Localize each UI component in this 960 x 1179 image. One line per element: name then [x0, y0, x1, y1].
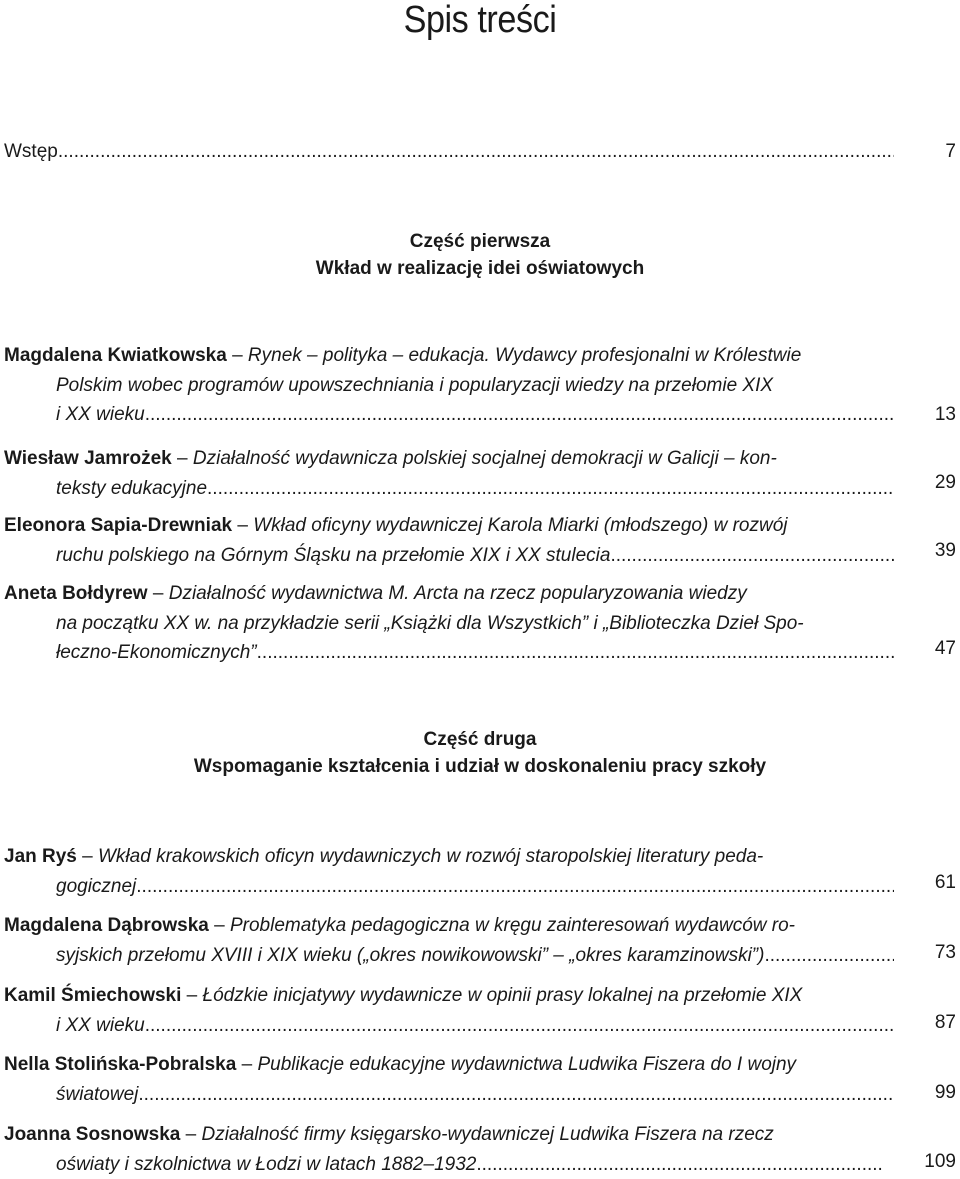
page-number: 39: [935, 536, 956, 566]
part-label: Część pierwsza: [0, 228, 960, 255]
leader-dots: [145, 400, 894, 430]
leader-dots: [207, 474, 894, 504]
entry-author: Aneta Bołdyrew: [4, 583, 148, 604]
entry-author: Magdalena Dąbrowska: [4, 915, 209, 936]
entry-title-line: Polskim wobec programów upowszechniania i popularyzacji wiedzy na przełomie XIX: [4, 375, 773, 396]
entry-author: Eleonora Sapia-Drewniak: [4, 515, 232, 536]
entry-title-line: ruchu polskiego na Górnym Śląsku na przełomie XIX i XX stulecia: [56, 541, 610, 571]
page-title: Spis treści: [48, 0, 912, 42]
toc-entry[interactable]: Magdalena Dąbrowska – Problematyka pedagogiczna w kręgu zainteresowań wydawców ro- syjskich przełomu XVIII i XIX wieku („okres nowikowowski” – „okres karamzinowski”) .....: [4, 911, 956, 970]
leader-dots: [764, 941, 894, 971]
toc-entry-intro[interactable]: [4, 137, 956, 167]
part-subtitle: Wspomaganie kształcenia i udział w doskonaleniu pracy szkoły: [0, 753, 960, 780]
entry-title-line: Publikacje edukacyjne wydawnictwa Ludwika Fiszera do I wojny: [257, 1054, 796, 1075]
entry-title-line: i XX wieku: [56, 1011, 145, 1041]
part-subtitle: Wkład w realizację idei oświatowych: [0, 255, 960, 282]
entry-author: Jan Ryś: [4, 846, 77, 867]
entry-title-line: teksty edukacyjne: [56, 474, 207, 504]
entry-title-line: Działalność wydawnictwa M. Arcta na rzecz popularyzowania wiedzy: [169, 583, 747, 604]
entry-title-line: Działalność wydawnicza polskiej socjalnej demokracji w Galicji – kon-: [193, 448, 777, 469]
page-number: 109: [924, 1147, 956, 1177]
leader-dots: [58, 137, 894, 167]
toc-entry[interactable]: Aneta Bołdyrew – Działalność wydawnictwa M. Arcta na rzecz popularyzowania wiedzy na początku XX w. na przykładzie serii „Książki dla Wszystkich” i „Biblioteczka Dzieł Spo- łeczno-Ekonomicznych” .....: [4, 579, 956, 668]
toc-entry[interactable]: Eleonora Sapia-Drewniak – Wkład oficyny wydawniczej Karola Miarki (młodszego) w rozwój ruchu polskiego na Górnym Śląsku na przełomie XIX i XX stulecia .....: [4, 511, 956, 570]
leader-dots: [610, 541, 894, 571]
entry-title-line: Łódzkie inicjatywy wydawnicze w opinii prasy lokalnej na przełomie XIX: [203, 985, 803, 1006]
page-number: 47: [935, 634, 956, 664]
page-number: 7: [945, 137, 956, 167]
entry-title-line: Wkład krakowskich oficyn wydawniczych w rozwój staropolskiej literatury peda-: [98, 846, 763, 867]
entry-title-line: oświaty i szkolnictwa w Łodzi w latach 1882–1932: [56, 1150, 476, 1179]
entry-title-line: i XX wieku: [56, 400, 145, 430]
toc-entry-label: Wstęp: [4, 137, 58, 167]
leader-dots: [136, 872, 894, 902]
entry-title-line: łeczno-Ekonomicznych”: [56, 638, 257, 668]
toc-entry[interactable]: Jan Ryś – Wkład krakowskich oficyn wydawniczych w rozwój staropolskiej literatury peda- gogicznej .....: [4, 842, 956, 901]
toc-entry[interactable]: Magdalena Kwiatkowska – Rynek – polityka – edukacja. Wydawcy profesjonalni w Królestwie Polskim wobec programów upowszechniania i popularyzacji wiedzy na przełomie XIX i XX wieku .....: [4, 341, 956, 430]
entry-author: Kamil Śmiechowski: [4, 985, 181, 1006]
entry-title-line: gogicznej: [56, 872, 136, 902]
entry-title-line: światowej: [56, 1080, 138, 1110]
entry-title-line: Działalność firmy księgarsko-wydawniczej Ludwika Fiszera na rzecz: [201, 1124, 773, 1145]
toc-entry[interactable]: Nella Stolińska-Pobralska – Publikacje edukacyjne wydawnictwa Ludwika Fiszera do I wojny światowej .....: [4, 1050, 956, 1109]
entry-author: Magdalena Kwiatkowska: [4, 345, 227, 366]
entry-author: Joanna Sosnowska: [4, 1124, 180, 1145]
page-number: 73: [935, 938, 956, 968]
page-number: 87: [935, 1008, 956, 1038]
toc-entry[interactable]: Joanna Sosnowska – Działalność firmy księgarsko-wydawniczej Ludwika Fiszera na rzecz oświaty i szkolnictwa w Łodzi w latach 1882–1932 .....: [4, 1120, 956, 1179]
page-number: 99: [935, 1078, 956, 1108]
entry-title-line: syjskich przełomu XVIII i XIX wieku („okres nowikowowski” – „okres karamzinowski”): [56, 941, 764, 971]
leader-dots: [138, 1080, 894, 1110]
part-label: Część druga: [0, 726, 960, 753]
entry-title-line: Problematyka pedagogiczna w kręgu zainteresowań wydawców ro-: [230, 915, 795, 936]
entry-author: Nella Stolińska-Pobralska: [4, 1054, 236, 1075]
leader-dots: [145, 1011, 894, 1041]
leader-dots: [257, 638, 894, 668]
toc-entry[interactable]: Kamil Śmiechowski – Łódzkie inicjatywy wydawnicze w opinii prasy lokalnej na przełomie XIX i XX wieku .....: [4, 981, 956, 1040]
toc-entry[interactable]: Wiesław Jamrożek – Działalność wydawnicza polskiej socjalnej demokracji w Galicji – kon- teksty edukacyjne .....: [4, 444, 956, 503]
page-number: 29: [935, 468, 956, 498]
leader-dots: [476, 1150, 884, 1179]
entry-title-line: na początku XX w. na przykładzie serii „Książki dla Wszystkich” i „Biblioteczka Dzieł Spo-: [4, 613, 804, 634]
entry-title-line: Rynek – polityka – edukacja. Wydawcy profesjonalni w Królestwie: [248, 345, 801, 366]
page-number: 13: [935, 400, 956, 430]
page-number: 61: [935, 868, 956, 898]
entry-title-line: Wkład oficyny wydawniczej Karola Miarki (młodszego) w rozwój: [253, 515, 787, 536]
entry-author: Wiesław Jamrożek: [4, 448, 172, 469]
